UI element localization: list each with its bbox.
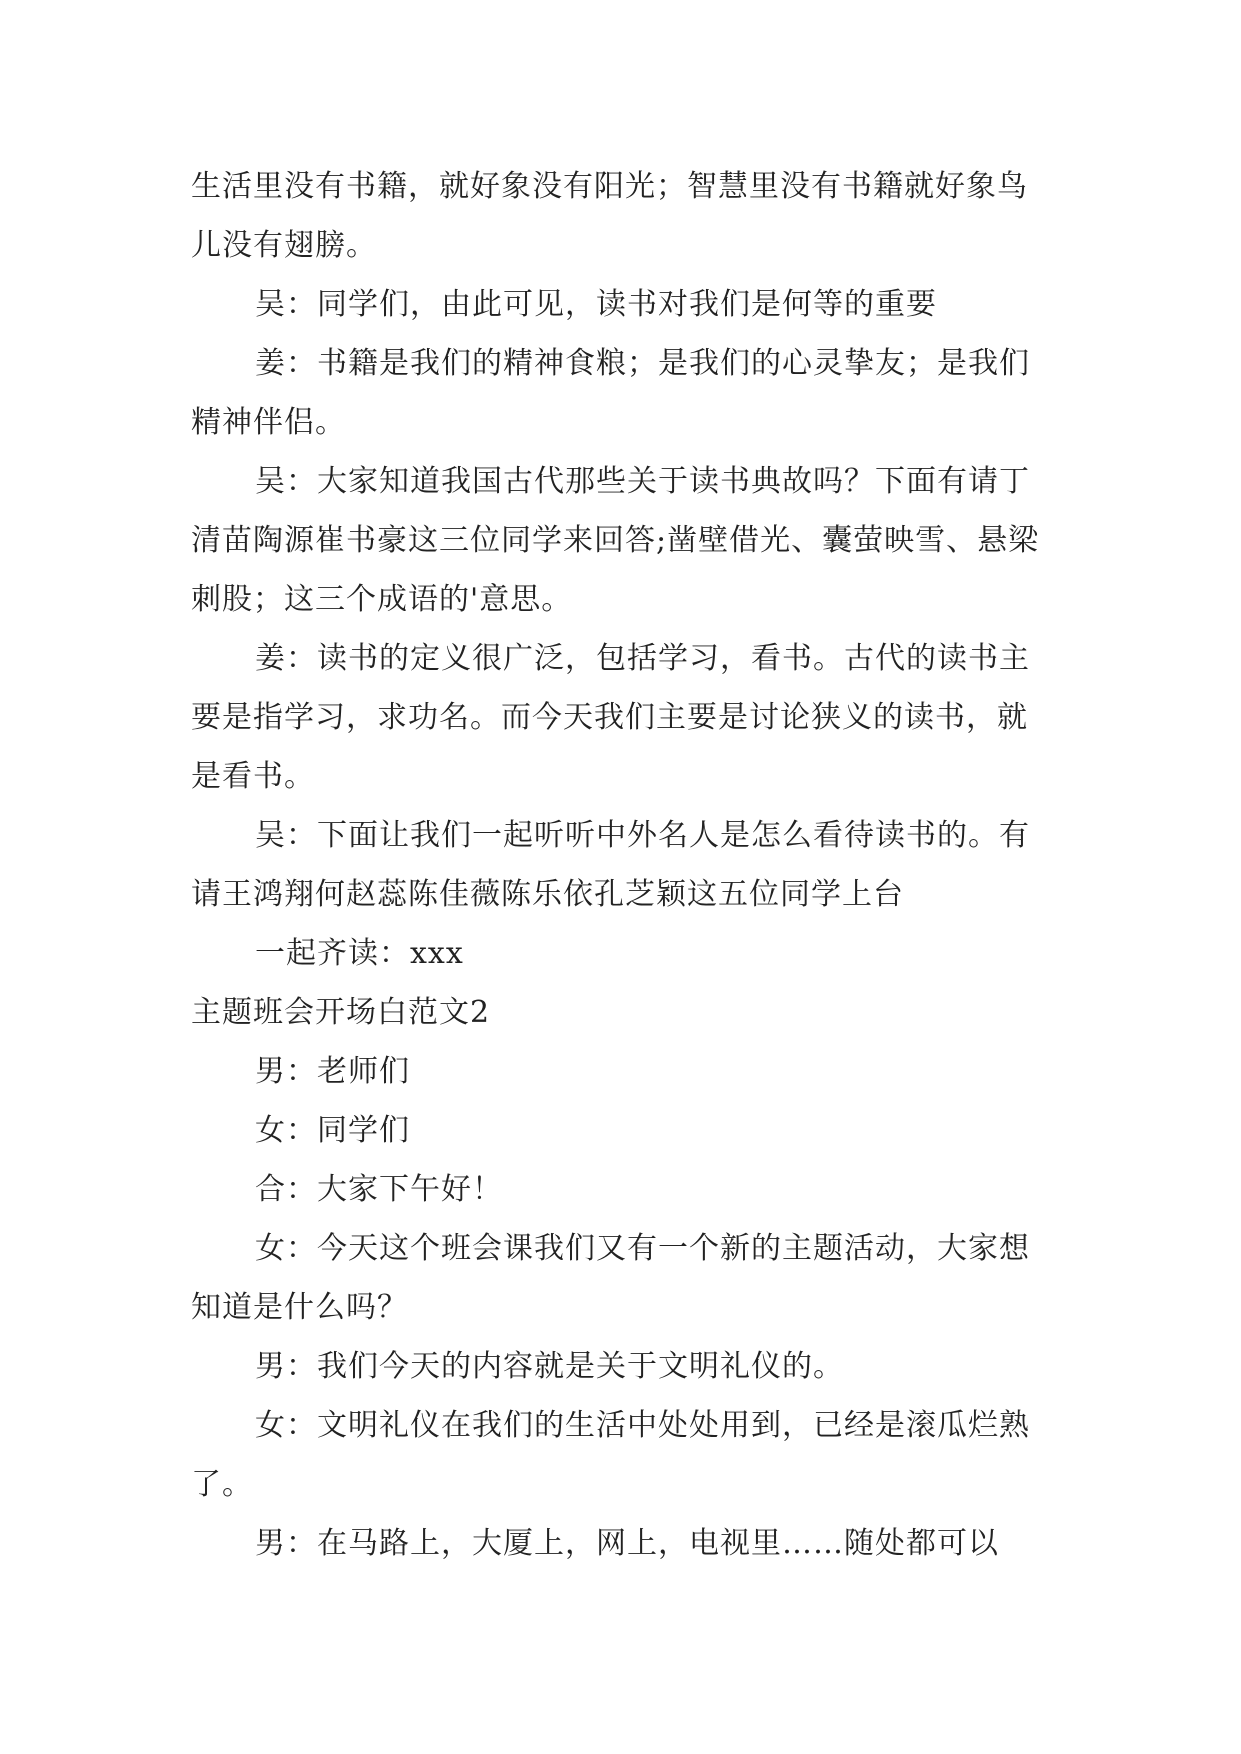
section-heading: 主题班会开场白范文2 bbox=[191, 995, 491, 1030]
paragraph: 一起齐读：xxx bbox=[255, 936, 464, 971]
paragraph: 吴：同学们，由此可见，读书对我们是何等的重要 bbox=[255, 287, 937, 322]
paragraph: 女：今天这个班会课我们又有一个新的主题活动，大家想知道是什么吗？ bbox=[191, 1231, 1030, 1325]
paragraph: 男：老师们 bbox=[255, 1054, 410, 1089]
paragraph: 生活里没有书籍，就好象没有阳光；智慧里没有书籍就好象鸟儿没有翅膀。 bbox=[191, 169, 1028, 263]
paragraph: 女：同学们 bbox=[255, 1113, 410, 1148]
paragraph: 合：大家下午好！ bbox=[255, 1172, 503, 1207]
paragraph: 姜：读书的定义很广泛，包括学习，看书。古代的读书主要是指学习，求功名。而今天我们主要是讨论狭义的读书，就是看书。 bbox=[191, 641, 1030, 794]
paragraph: 吴：下面让我们一起听听中外名人是怎么看待读书的。有请王鸿翔何赵蕊陈佳薇陈乐依孔芝颖这五位同学上台 bbox=[191, 818, 1030, 912]
paragraph: 男：在马路上，大厦上，网上，电视里……随处都可以 bbox=[255, 1526, 999, 1561]
document-body bbox=[191, 157, 1049, 1573]
paragraph: 男：我们今天的内容就是关于文明礼仪的。 bbox=[255, 1349, 844, 1384]
paragraph: 姜：书籍是我们的精神食粮；是我们的心灵挚友；是我们精神伴侣。 bbox=[191, 346, 1030, 440]
paragraph: 女：文明礼仪在我们的生活中处处用到，已经是滚瓜烂熟了。 bbox=[191, 1408, 1030, 1502]
paragraph: 吴：大家知道我国古代那些关于读书典故吗？下面有请丁清苗陶源崔书豪这三位同学来回答;凿壁借光、囊萤映雪、悬梁刺股；这三个成语的'意思。 bbox=[191, 464, 1040, 617]
